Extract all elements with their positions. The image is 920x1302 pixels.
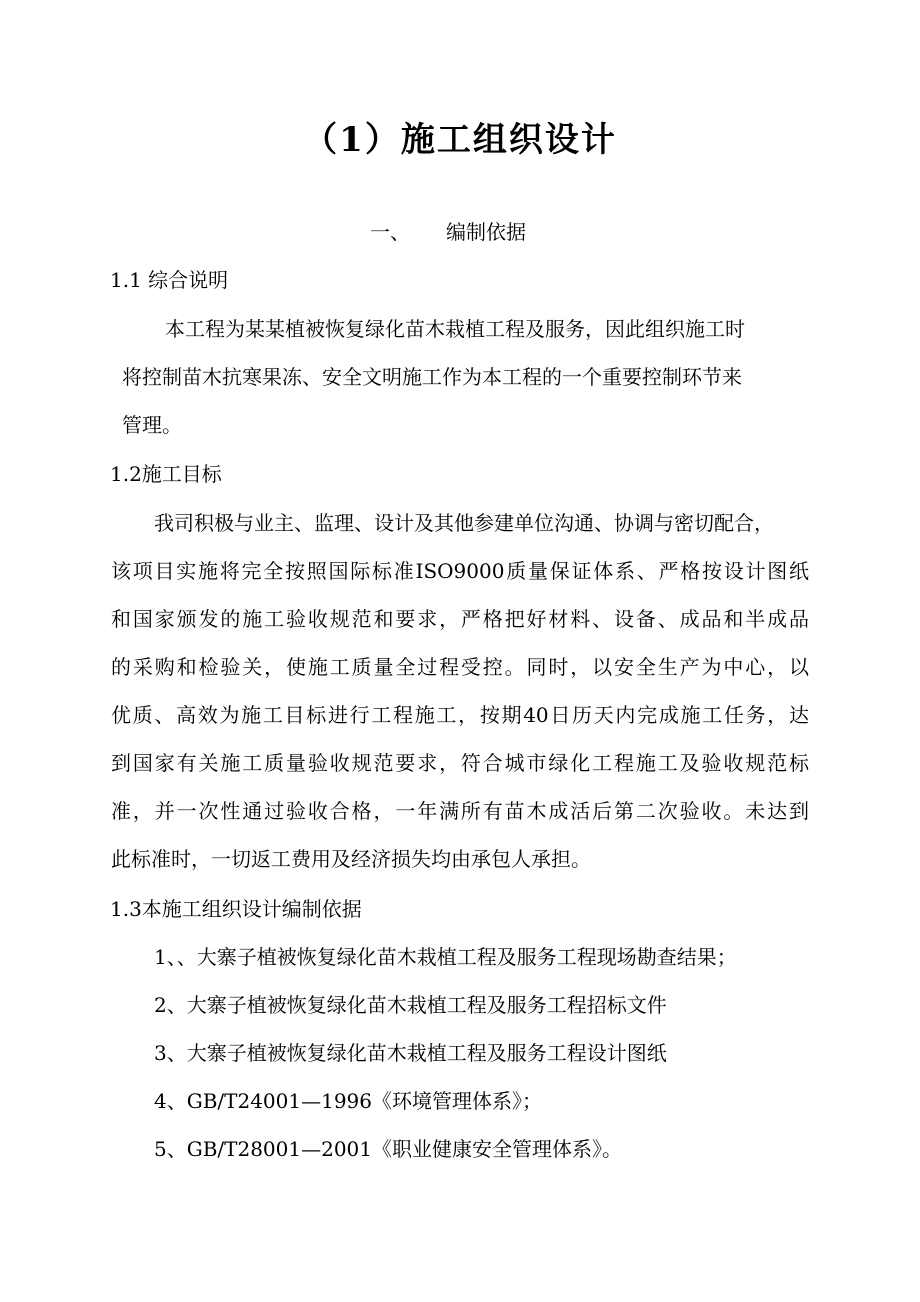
paragraph-line: 本工程为某某植被恢复绿化苗木栽植工程及服务，因此组织施工时 — [165, 317, 745, 341]
chapter-heading: 编制依据 — [446, 220, 526, 244]
paragraph-line: 我司积极与业主、监理、设计及其他参建单位沟通、协调与密切配合， — [154, 511, 774, 535]
list-item: 1、、大寨子植被恢复绿化苗木栽植工程及服务工程现场勘查结果； — [154, 945, 737, 969]
section-heading-1-2: 1.2施工目标 — [110, 462, 222, 486]
list-item: 3、大寨子植被恢复绿化苗木栽植工程及服务工程设计图纸 — [154, 1041, 667, 1065]
list-item: 2、大寨子植被恢复绿化苗木栽植工程及服务工程招标文件 — [154, 993, 667, 1017]
paragraph-line: 此标准时，一切返工费用及经济损失均由承包人承担。 — [111, 847, 591, 871]
paragraph-line: 该项目实施将完全按照国际标准ISO9000质量保证体系、严格按设计图纸 — [111, 559, 809, 583]
page-title: （1）施工组织设计 — [303, 120, 617, 160]
paragraph-line: 管理。 — [122, 413, 182, 437]
chapter-number: 一、 — [370, 220, 410, 244]
section-heading-1-1: 1.1 综合说明 — [110, 268, 229, 292]
paragraph-line: 到国家有关施工质量验收规范要求，符合城市绿化工程施工及验收规范标 — [111, 751, 809, 775]
paragraph-line: 准，并一次性通过验收合格，一年满所有苗木成活后第二次验收。未达到 — [111, 799, 809, 823]
paragraph-line: 的采购和检验关，使施工质量全过程受控。同时，以安全生产为中心，以 — [111, 655, 809, 679]
paragraph-line: 和国家颁发的施工验收规范和要求，严格把好材料、设备、成品和半成品 — [111, 607, 809, 631]
list-item: 5、GB/T28001—2001《职业健康安全管理体系》。 — [154, 1137, 622, 1161]
section-heading-1-3: 1.3本施工组织设计编制依据 — [110, 897, 362, 921]
list-item: 4、GB/T24001—1996《环境管理体系》； — [154, 1089, 542, 1113]
paragraph-line: 优质、高效为施工目标进行工程施工，按期40日历天内完成施工任务，达 — [111, 703, 809, 727]
paragraph-line: 将控制苗木抗寒果冻、安全文明施工作为本工程的一个重要控制环节来 — [122, 365, 742, 389]
